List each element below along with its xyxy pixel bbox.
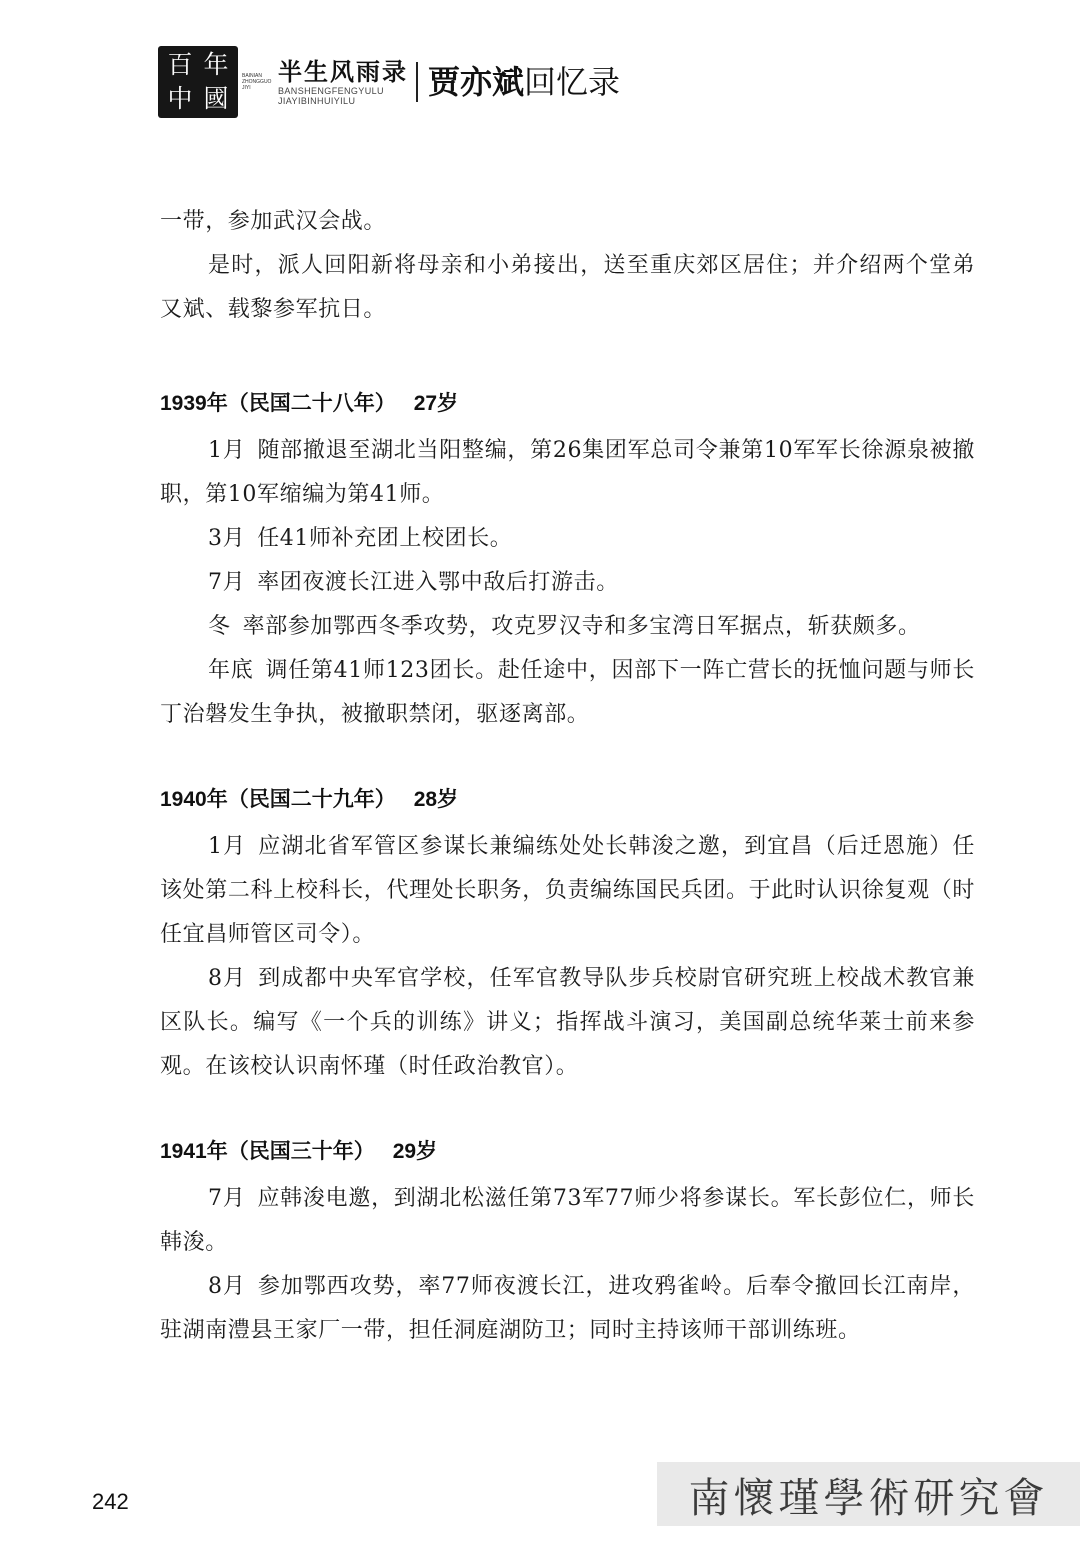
entry-text: 应韩浚电邀，到湖北松滋任第73军77师少将参谋长。军长彭位仁，师长韩浚。	[160, 1186, 975, 1255]
entry-text: 调任第41师123团长。赴任途中，因部下一阵亡营长的抚恤问题与师长丁治磐发生争执，被撤职禁闭，驱逐离部。	[160, 658, 975, 727]
year-heading-text: 1939年（民国二十八年）	[160, 392, 396, 415]
year-heading-text: 1940年（民国二十九年）	[160, 788, 396, 811]
seal-small-text: BAINIAN ZHONGGUO JIYI	[242, 73, 272, 91]
entry	[160, 825, 975, 957]
entry-date: 冬	[208, 614, 231, 639]
entry	[160, 957, 975, 1089]
header-divider	[416, 62, 418, 102]
paragraph: 是时，派人回阳新将母亲和小弟接出，送至重庆郊区居住；并介绍两个堂弟又斌、载黎参军抗日。	[160, 253, 975, 322]
book-title	[428, 62, 620, 102]
page-body	[160, 200, 975, 1353]
entry-text: 随部撤退至湖北当阳整编，第26集团军总司令兼第10军军长徐源泉被撤职，第10军缩编为第41师。	[160, 438, 975, 507]
year-heading	[160, 389, 975, 419]
year-heading	[160, 1137, 975, 1167]
seal-logo	[158, 46, 238, 118]
year-heading	[160, 785, 975, 815]
entry	[160, 1177, 975, 1265]
entry-text: 率部参加鄂西冬季攻势，攻克罗汉寺和多宝湾日军据点，斩获颇多。	[242, 614, 921, 639]
seal-char: 中	[167, 84, 193, 113]
year-heading-text: 1941年（民国三十年）	[160, 1140, 375, 1163]
entry-date: 8月	[208, 1274, 246, 1299]
entry-date: 1月	[208, 438, 246, 463]
series-brand	[278, 58, 408, 106]
entry-text: 应湖北省军管区参谋长兼编练处处长韩浚之邀，到宜昌（后迁恩施）任该处第二科上校科长，代理处长职务，负责编练国民兵团。于此时认识徐复观（时任宜昌师管区司令）。	[160, 834, 975, 947]
watermark	[657, 1462, 1080, 1526]
entry-text: 率团夜渡长江进入鄂中敌后打游击。	[257, 570, 619, 595]
entry	[160, 1265, 975, 1353]
seal-char: 百	[167, 50, 193, 79]
age-label: 28岁	[413, 788, 459, 811]
series-pinyin: BANSHENGFENGYULU	[278, 86, 384, 96]
seal-char: 國	[203, 84, 229, 113]
book-author: 贾亦斌	[428, 63, 525, 101]
series-title: 半生风雨录	[278, 57, 408, 86]
age-label: 29岁	[392, 1140, 438, 1163]
entry	[160, 517, 975, 561]
entry-date: 3月	[208, 526, 246, 551]
entry	[160, 649, 975, 737]
entry-date: 年底	[208, 658, 254, 683]
running-header	[158, 44, 620, 120]
entry-date: 7月	[208, 570, 246, 595]
entry	[160, 561, 975, 605]
entry	[160, 429, 975, 517]
entry-date: 8月	[208, 966, 247, 991]
watermark-text: 南懷瑾學術研究會	[688, 1473, 1049, 1522]
entry-date: 7月	[208, 1186, 246, 1211]
age-label: 27岁	[413, 392, 459, 415]
paragraph: 一带，参加武汉会战。	[160, 209, 387, 234]
entry	[160, 605, 975, 649]
book-title-suffix: 回忆录	[524, 63, 621, 101]
entry-text: 到成都中央军官学校，任军官教导队步兵校尉官研究班上校战术教官兼区队长。编写《一个兵的训练》讲义；指挥战斗演习，美国副总统华莱士前来参观。在该校认识南怀瑾（时任政治教官）。	[160, 966, 975, 1079]
series-pinyin-2: JIAYIBINHUIYILU	[278, 96, 356, 106]
page-number: 242	[92, 1489, 129, 1514]
entry-text: 参加鄂西攻势，率77师夜渡长江，进攻鸦雀岭。后奉令撤回长江南岸，驻湖南澧县王家厂一带，担任洞庭湖防卫；同时主持该师干部训练班。	[160, 1274, 975, 1343]
seal-char: 年	[203, 50, 229, 79]
entry-text: 任41师补充团上校团长。	[257, 526, 513, 551]
entry-date: 1月	[208, 834, 247, 859]
